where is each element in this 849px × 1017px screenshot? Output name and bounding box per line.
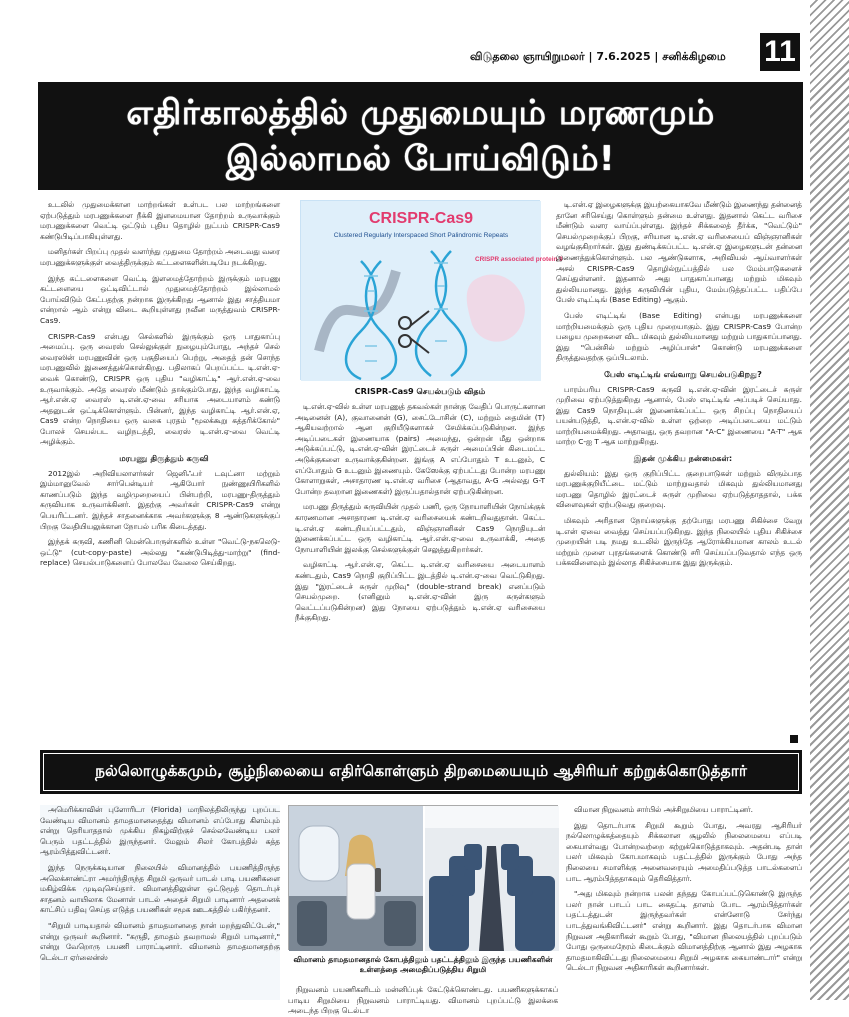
protein-label: CRISPR associated protein 9	[475, 256, 563, 263]
paragraph: உடலில் முதுமைக்கான மாற்றங்கள் உள்பட பல மாற்றங்களை ஏற்படுத்தும் மரபணுக்களை நீக்கி இளமையான தோற்றம் உருவாக்கும் மரபணுக்களை வெட்டி ஒட்டும் புதிய தொழில் நுட்பம் CRISPR-Cas9 கண்டுபிடிப்பாகியுள்ளது.	[40, 200, 280, 241]
paragraph: நிறுவனம் பயணிகளிடம் மன்னிப்புக் கேட்டுக்கொண்டது. பயணிகளுக்காகப் பாடிய சிறுமியை நிறுவனம் பாராட்டியது. விமானம் புறப்பட்டு இலக்கை அடைந்த பிறகு டெல்டா	[288, 985, 558, 1016]
paragraph: "சிறுமி பாடியதால் விமானம் தாமதமானதை நான் மறந்துவிட்டேன்," என்று ஒருவர் கூறினார். "கருதி, தாமதம் தவறாமல் சிறுமி பாடினார்," என்று வேறொரு பயணி பாராட்டினார். விமானம் தாமதமானதற்கு டெல்டா ஏர்லைன்ஸ்	[40, 920, 280, 962]
section-subhead: இதன் முக்கிய நன்மைகள்:	[633, 453, 733, 464]
article-end-mark	[790, 735, 798, 743]
figure-caption: CRISPR-Cas9 செயல்படும் விதம்	[354, 386, 486, 396]
figure-subtitle: Clustered Regularly Interspaced Short Palindromic Repeats	[333, 232, 509, 239]
headline-line-2: இல்லாமல் போய்விடும்!	[226, 139, 615, 179]
article-column-3	[556, 200, 802, 735]
paragraph: வழிகாட்டி ஆர்.என்.ஏ, கெட்ட டி.என்.ஏ வரிசையை அடையாளம் கண்டதும், Cas9 நொதி குறிப்பிட்ட இடத்தில் டி.என்.ஏ-வை வெட்டுகிறது. இது "இரட்டைச் சுருள் முறிவு" (double-strand break) எனப்படும் செயல்முறை. (எனினும் டி.என்.ஏ-வின் இரு சுருள்களும் வெட்டப்படுகின்றன) இது நோயை ஏற்படுத்தும் டி.என்.ஏ வரிசையை நீக்குகிறது.	[295, 560, 545, 623]
paragraph: டி.என்.ஏ-வில் உள்ள மரபணுத் தகவல்கள் நான்கு வேதிப் பொருட்களான அடினைன் (A), குவானைன் (G), சைட்டோசின் (C), மற்றும் தைமின் (T) ஆகியவற்றால் ஆன குறியீடுகளாகச் சேமிக்கப்படுகின்றன. இந்த அடிப்படைகள் இணையாக (pairs) அமைந்து, ஒன்றன் மீது ஒன்றாக அடுக்கப்பட்டு, டி.என்.ஏ-வின் இரட்டைச் சுருள் அமைப்பின் கிடைமட்ட அடுக்குகளை உருவாக்குகின்றன. இங்கு A எப்போதும் T உடனும், C எப்போதும் G உடனும் இணையும். கேஸேக்கு ஏற்பட்டது போன்ற மரபணு கோளாறுகள், அசாதாரண டி.என்.ஏ வரிசை (ஆதாவது, A-G அல்லது G-T போன்ற தவறான இணைகள்) இருப்பதால்தான் ஏற்படுகின்றன.	[295, 402, 545, 496]
article2-column-3	[566, 805, 802, 1000]
crispr-diagram	[300, 200, 563, 380]
decorative-stripe	[810, 0, 849, 1000]
paragraph: துல்லியம்: இது ஒரு குறிப்பிட்ட குறைபாடுகள் மற்றும் விரும்பாத மரபணுக்குறியீட்டை மட்டும் மாற்றுவதால் மிகவும் துல்லியமானது மரபணு தொழில் இரட்டைச் சுருள் முறிவை ஏற்படுத்தாததால், பக்க விளைவுகள் ஏற்படுவது குறைவு.	[556, 468, 802, 510]
masthead: விடுதலை ஞாயிறுமலர் | 7.6.2025 | சனிக்கிழமை	[470, 50, 726, 63]
paragraph: மரபணு திருத்தும் கருவியின் முதல் பணி, ஒரு நோயாளியின் நோய்க்குக் காரணமான அசாதாரண டி.என்.ஏ வரிசையைக் கண்டறிவதுதான். கெட்ட டி.என்.ஏ கண்டறியப்பட்டதும், விஞ்ஞானிகள் Cas9 நொதியுடன் இணைக்கப்பட்ட ஒரு வழிகாட்டி ஆர்.என்.ஏ-வை உருவாக்கி, அதை நோயாளியின் இலக்கு செல்களுக்குள் செலுத்துகிறார்கள்.	[295, 502, 545, 554]
photo-illustration	[289, 806, 559, 951]
paragraph: 2012இல் அறிவியலாளர்கள் ஜெனிஃபர் டவுட்னா மற்றும் இம்மானுவேல் சார்பென்டியர் ஆகியோர் நுண்ணுயிரிகளில் காணப்படும் இந்த வழிமுறையைப் பின்பற்றி, மரபணு-திருத்தும் கருவியாக உருவாக்கினர். இதற்கு அவர்கள் CRISPR-Cas9 என்று பெயரிட்டனர். இந்தச் சாதனைக்காக அவர்களுக்கு 8 ஆண்டுகளுக்குப் பிறகு வேதியியலுக்கான நோபல் பரிசு கிடைத்தது.	[40, 468, 280, 531]
figure-title: CRISPR-Cas9	[368, 210, 474, 227]
paragraph: விமான நிறுவனம் சார்பில் அச்சிறுமியை பாராட்டினர்.	[574, 805, 754, 814]
paragraph: பாரம்பரிய CRISPR-Cas9 கருவி டி.என்.ஏ-வின் இரட்டைச் சுருள் முறிவை ஏற்படுத்துகிறது ஆனால், பேஸ் எடிட்டிங் அப்படிச் செய்யாது. இது Cas9 நொதியுடன் இணைக்கப்பட்ட ஒரு சிறப்பு நொதியைப் பயன்படுத்தி, டி.என்.ஏ-வில் உள்ள ஒற்றை அடிப்படையை மட்டும் மாற்றியமைக்கிறது. அதாவது, ஒரு தவறான "A-C" இணையை "A-T" ஆக மாற்ற C-ஐ T ஆக மாற்றுகிறது.	[556, 384, 802, 447]
paragraph: இது தொடர்பாக சிறுமி கூறும் போது, அவரது ஆசிரியர் நல்லொழுக்கத்தையும் சிக்கலான சூழலில் நிலைமையை எப்படி கையாள்வது போன்றவற்றை கற்றுக்கொடுத்தாகவும். அதன்படி தான் பலர் மிகவும் கோபமாகவும் பதட்டத்தில் இருக்கும் போது அந்த நிலையை சமாளிக்கு அனைவரையும் அமைதிப்படுத்த பாடல்களைப் பாட ஆரம்பித்ததாகவும் தெரிவித்தார்.	[566, 820, 802, 883]
paragraph: "அது மிகவும் நன்றாக பலன் தந்தது கோபப்பட்டுகொண்டு இருந்த பலர் நான் பாடப் பாட கைதட்டி தாளம் போட ஆரம்பித்தார்கள் பதட்டத்துடன் இருந்தவர்கள் என்னோடு சேர்ந்து பாடத்துவங்கிவிட்டனர்" என்று கூறினார். இது தொடர்பாக விமான நிறுவன அதிகாரிகள் கூறும் போது, "விமான நிலையத்தில் புறப்படும் போது ஒருமைநேரம் கிடைக்கும் விமானத்திற்கு ஆனால் இது அழகாக தாமதமாகிவிட்டது நிலைமையை சிறுமி அழகாக கையாண்டார்" என்று டெல்டா நிறுவன அதிகாரிகள் கூறினார்கள்.	[566, 889, 802, 973]
page-number: 11	[760, 33, 800, 71]
paragraph: பேஸ் எடிட்டிங் (Base Editing) என்பது மரபணுக்களை மாற்றியமைக்கும் ஒரு புதிய முறையாகும். இது CRISPR-Cas9 போன்ற பழைய முறைகளை விட மிகவும் துல்லியமானது மற்றும் பாதுகாப்பானது. இது "பென்சில் மற்றும் அழிப்பான்" கொண்டு மரபணுக்களை திருத்துவதற்கு ஒப்பிடலாம்.	[556, 310, 802, 363]
article-column-1	[40, 200, 280, 735]
section-subhead: மரபணு திருத்தும் கருவி	[119, 453, 209, 464]
paragraph: இந்த நெருக்கடியான நிலையில் விமானத்தில் பயணித்திருந்த அலெக்சாண்ட்ரா அமர்ந்திருந்த சிறுமி ஒருவர் பாடல் பாடி பயணிகளை மகிழ்விக்க முடிவுசெய்தார். விமானத்திலுள்ள ஒட்டுமூத் தொடர்புச் சாதனம் வாயிலாக மேனாள் பாடல் அதைச் சிறுமி பாடினார் அதனைக் காட்சிப் பதிவு செய்த எடுத்த பயணிகள் சமூக ஊடகத்தில் பகிர்ந்தனர்.	[40, 862, 280, 915]
article-column-2	[295, 402, 545, 735]
paragraph: இந்தக் கருவி, கணினி மென்பொருள்களில் உள்ள "வெட்டு-நகலெடு-ஒட்டு" (cut-copy-paste) அல்லது "கண்டுபிடித்து-மாற்று" (find-replace) செயல்பாடுகளைப் போலவே வேலை செய்கிறது.	[40, 537, 280, 568]
paragraph: மிகவும் அரிதான நோய்களுக்கு தற்போது மரபணு சிகிச்சை வேறு டி.என் ஏவை வைத்து செய்யப்படுகிறது. இந்த நிலையில் புதிய சிகிச்சை முறையின் படி நமது உடலில் இருந்தே ஆரோக்கியமான காலம் உடல் மற்றும் முளை புரதங்களைக் கொண்டு சரி செய்யப்படுவதால் எந்த ஒரு பக்கவிளைவும் இல்லாத சிகிச்சையாக இது இருக்கும்.	[556, 516, 802, 568]
dna-scissors-illustration	[301, 201, 563, 381]
photo-caption: விமானம் தாமதமானதால் கோபத்திலும் பதட்டத்திலும் இருந்த பயணிகளின் உள்ளத்தை அமைதிப்படுத்திய சிறுமி	[293, 955, 553, 974]
article2-column-1	[40, 805, 280, 1000]
main-headline	[38, 82, 803, 190]
article2-column-2	[288, 985, 558, 1016]
section-subhead: பேஸ் எடிட்டிங் எவ்வாறு செயல்படுகிறது?	[604, 368, 762, 379]
paragraph: CRISPR-Cas9 என்பது செல்களில் இருக்கும் ஒரு பாதுகாப்பு அமைப்பு. ஒரு வைரஸ் செல்லுக்குள் நுழையும்போது, அந்தச் செல் வைரஸின் மரபணுவின் ஒரு பகுதியைப் பெற்று, அதைத் தன் சொந்த மரபணுவில் இணைத்துக்கொள்கிறது. பதிலாகப் பெறப்பட்ட டி.என்.ஏ-வைக் கொண்டு, CRISPR ஒரு புதிய "வழிகாட்டி" ஆர்.என்.ஏ-வை உருவாக்கும். அதே வைரஸ் மீண்டும் தாக்கும்போது, இந்த வழிகாட்டி ஆர்.என்.ஏ வைரஸ் டி.என்.ஏ-வை சரியாக அடையாளம் கண்டு அதனுடன் ஒட்டிக்கொள்ளும். பின்னர், இந்த வழிகாட்டி ஆர்.என்.ஏ, Cas9 என்ற நொதியை ஒரு வகை புரதம் "மூலக்கூறு கத்தரிக்கோல்" போலச் செயல்பட வழிநடத்தி, வைரஸ் டி.என்.ஏ-வை வெட்டி அழிக்கும்.	[40, 331, 280, 447]
paragraph: மனிதர்கள் பிறப்பு முதல் வளர்ந்து முதுமை தோற்றம் அடைவது வரை மரபணுக்களுக்குள் வைத்திருக்கும் கட்டளைகளின்படியே நடக்கிறது.	[40, 247, 280, 267]
paragraph: டி.என்.ஏ இழைகளுக்கு இயற்கையாகவே மீண்டும் இணைந்து தன்னைத் தானே சரிசெய்து கொள்ளும் தன்மை உள்ளது. இதனால் கெட்ட வரிசை மீண்டும் வளர வாய்ப்புள்ளது. இந்தச் சிக்கலைத் தீர்க்க, "வெட்டும்" செயல்முறைக்குப் பிறகு, சரியான டி.என்.ஏ வரிசையைப் விஞ்ஞானிகள் வழங்குகிறார்கள். இது துண்டிக்கப்பட்ட டி.என்.ஏ இழைகளுடன் தன்னை இணைத்துக்கொள்ளும். பல ஆண்டுகளாக, அறிவியல் ஆய்வாளர்கள் அசல் CRISPR-Cas9 தொழில்நுட்பத்தில் பல மேம்பாடுகளைச் செய்துள்ளனர். இதனால் அது பாதுகாப்பானது மற்றும் மிகவும் துல்லியமானது. இந்த கருவியின் புதிய, மேம்படுத்தப்பட்ட பதிப்பே பேஸ் எடிட்டிங் (Base Editing) ஆகும்.	[556, 200, 802, 305]
airplane-cabin-photo	[288, 805, 558, 950]
paragraph: அமெரிக்காவின் புளோரிடா (Florida) மாநிலத்திலிருந்து புறப்பட வேண்டிய விமானம் தாமதமானதைத்து விமானம் எப்போது கிளம்பும் என்று தெரியாததால் முக்கிய நிகழ்விற்குச் செல்லவேண்டிய பலர் பெரும் பதட்டத்தில் இருந்தனர். மேலும் சிலர் கோபத்தில் கத்த ஆரம்பித்துவிட்டனர்.	[40, 805, 280, 857]
second-headline: நல்லொழுக்கமும், சூழ்நிலையை எதிர்கொள்ளும் திறமையையும் ஆசிரியர் கற்றுக்கொடுத்தார்	[40, 750, 802, 794]
headline-line-1: எதிர்காலத்தில் முதுமையும் மரணமும்	[126, 93, 715, 133]
paragraph: இந்த கட்டளைகளை வெட்டி இளமைத்தோற்றம் இருக்கும் மரபணு கட்டளையை ஒட்டிவிட்டால் முதுமைத்தோற்றம் இல்லாமல் போய்விடும் கேட்பதற்கு நன்றாக இருக்கிறது ஆனால் இது சாத்தியமா என்றால் ஆம் என்று விடை கூறியுள்ளது நவீன மருத்துவம் CRISPR-Cas9.	[40, 273, 280, 325]
